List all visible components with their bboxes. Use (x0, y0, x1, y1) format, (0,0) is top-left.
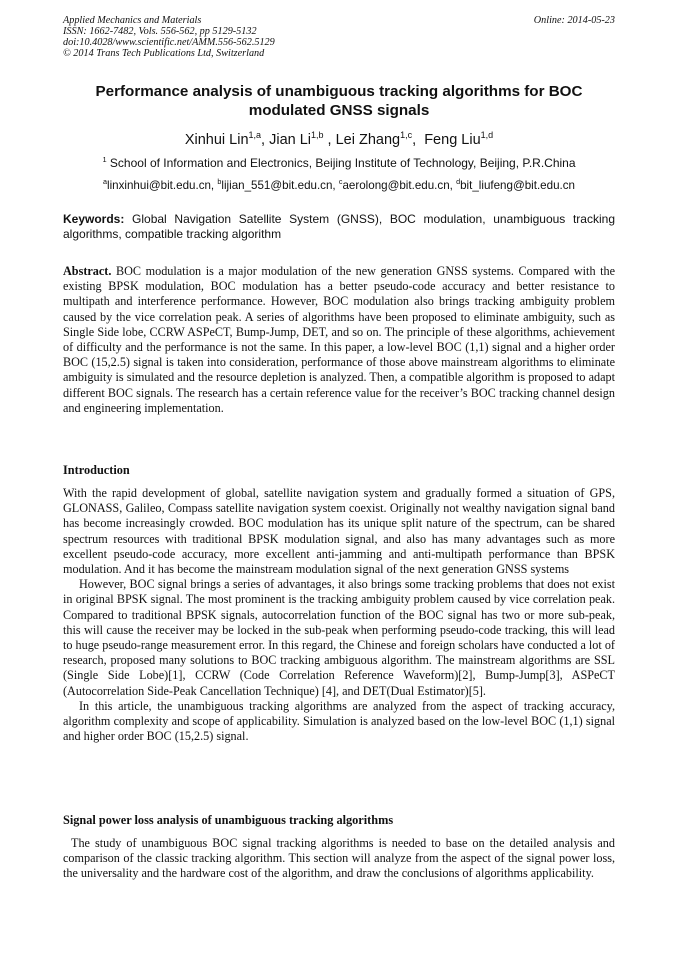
author-list (63, 131, 615, 149)
abstract (63, 264, 615, 416)
affiliation (63, 156, 615, 171)
email-link[interactable]: bit_liufeng@bit.edu.cn (460, 179, 575, 192)
abstract-text: BOC modulation is a major modulation of the new generation GNSS systems. Compared with the existing BPSK modulation, BOC modulation has a better pseudo-code accuracy and better resistance to multipath and interference performance. However, BOC modulation also brings tracking ambiguity problem caused by the vice correlation peak. A series of algorithms have been proposed to eliminate ambiguity, such as Single Side lobe, CCRW ASPeCT, Bump-Jump, DET, and so on. The principle of these algorithms, achievement of difficulty and the performance is not the same. In this paper, a low-level BOC (1,1) signal and a higher order BOC (15,2.5) signal is taken into consideration, performance of those above mainstream algorithms to eliminate ambiguity is simulated and the resource depletion is analyzed. Then, a compatible algorithm is proposed to adapt different BOC signals. The research has a certain reference value for the receiver’s BOC tracking channel design and engineering implementation. (63, 264, 615, 415)
paragraph: However, BOC signal brings a series of advantages, it also brings some tracking problems that does not exist in original BPSK signal. The most prominent is the tracking ambiguity problem caused by vice correlation peak. Compared to traditional BPSK signals, autocorrelation function of the BOC signal has two or more sub-peak, this will cause the receiver may be locked in the sub-peak when performing pseudo-code tracking, this will lead to huge pseudo-range measurement error. In this regard, the Chinese and foreign scholars have conducted a lot of research, proposed many solutions to BOC tracking ambiguous algorithm. The mainstream algorithms are SSL (Single Side Lobe)[1], CCRW (Code Correlation Reference Waveform)[2], Bump-Jump[3], ASPeCT (Autocorrelation Side-Peak Cancellation Technique) [4], and DET(Dual Estimator)[5]. (63, 577, 615, 698)
keywords (63, 212, 615, 242)
introduction-body (63, 486, 615, 744)
email-sup: b (217, 177, 222, 187)
section-body (63, 836, 615, 882)
doi-line: doi:10.4028/www.scientific.net/AMM.556-562.5129 (63, 37, 275, 48)
author-name: Lei Zhang (335, 132, 401, 148)
copyright-line: © 2014 Trans Tech Publications Ltd, Switzerland (63, 48, 265, 59)
email-sup: d (456, 177, 461, 187)
email-link[interactable]: aerolong@bit.edu.cn, (342, 179, 457, 192)
author-name: Xinhui Lin (184, 132, 249, 148)
email-list (63, 178, 615, 193)
online-date: Online: 2014-05-23 (533, 15, 615, 26)
author-name: Feng Liu (424, 132, 481, 148)
paragraph: The study of unambiguous BOC signal tracking algorithms is needed to base on the detailed analysis and comparison of the classic tracking algorithm. This section will analyze from the aspect of the signal power loss, the universality and the hardware cost of the algorithm, and draw the conclusions of algorithms applicability. (63, 836, 615, 881)
affiliation-text: School of Information and Electronics, Beijing Institute of Technology, Beijing, P.R.China (106, 156, 576, 170)
paragraph: In this article, the unambiguous tracking algorithms are analyzed from the aspect of tracking accuracy, algorithm complexity and scope of applicability. Simulation is analyzed based on the low-level BOC (1,1) signal and higher order BOC (15,2.5) signal. (63, 698, 615, 744)
author-affil-sup: 1,b (311, 130, 324, 141)
paragraph: With the rapid development of global, satellite navigation system and gradually formed a situation of GPS, GLONASS, Galileo, Compass satellite navigation system coexist. Originally not wealthy navigation signal band has become increasingly crowded. BOC modulation has its unique split nature of the spectrum, can be shared spectrum resources with traditional BPSK modulation signal, and also has many advantages such as more excellent pseudo-code accuracy, more excellent anti-jamming and anti-multipath performance than BPSK modulation. And it has become the mainstream modulation signal of the next generation GNSS systems (63, 486, 615, 577)
author-affil-sup: 1,c (400, 130, 413, 141)
keywords-label: Keywords: (63, 212, 125, 226)
author-separator: , (412, 132, 425, 148)
author-separator: , (323, 132, 336, 148)
email-link[interactable]: linxinhui@bit.edu.cn, (107, 179, 218, 192)
author-affil-sup: 1,d (480, 130, 494, 141)
introduction-heading: Introduction (63, 463, 130, 477)
author-affil-sup: 1,a (248, 130, 262, 141)
author-name: Jian Li (269, 132, 312, 148)
affiliation-sup: 1 (102, 155, 107, 164)
section-heading: Signal power loss analysis of unambiguous tracking algorithms (63, 813, 394, 827)
journal-header (63, 15, 275, 59)
email-link[interactable]: lijian_551@bit.edu.cn, (221, 179, 339, 192)
journal-name: Applied Mechanics and Materials (63, 15, 202, 26)
email-sup: c (338, 177, 343, 187)
keywords-text: Global Navigation Satellite System (GNSS), BOC modulation, unambiguous tracking algorithms, compatible tracking algorithm (63, 212, 615, 241)
abstract-label: Abstract. (63, 264, 112, 278)
author-separator: , (261, 132, 270, 148)
email-sup: a (103, 177, 107, 187)
paper-title: Performance analysis of unambiguous tracking algorithms for BOC modulated GNSS signals (95, 83, 583, 119)
issn-line: ISSN: 1662-7482, Vols. 556-562, pp 5129-5132 (63, 26, 257, 37)
